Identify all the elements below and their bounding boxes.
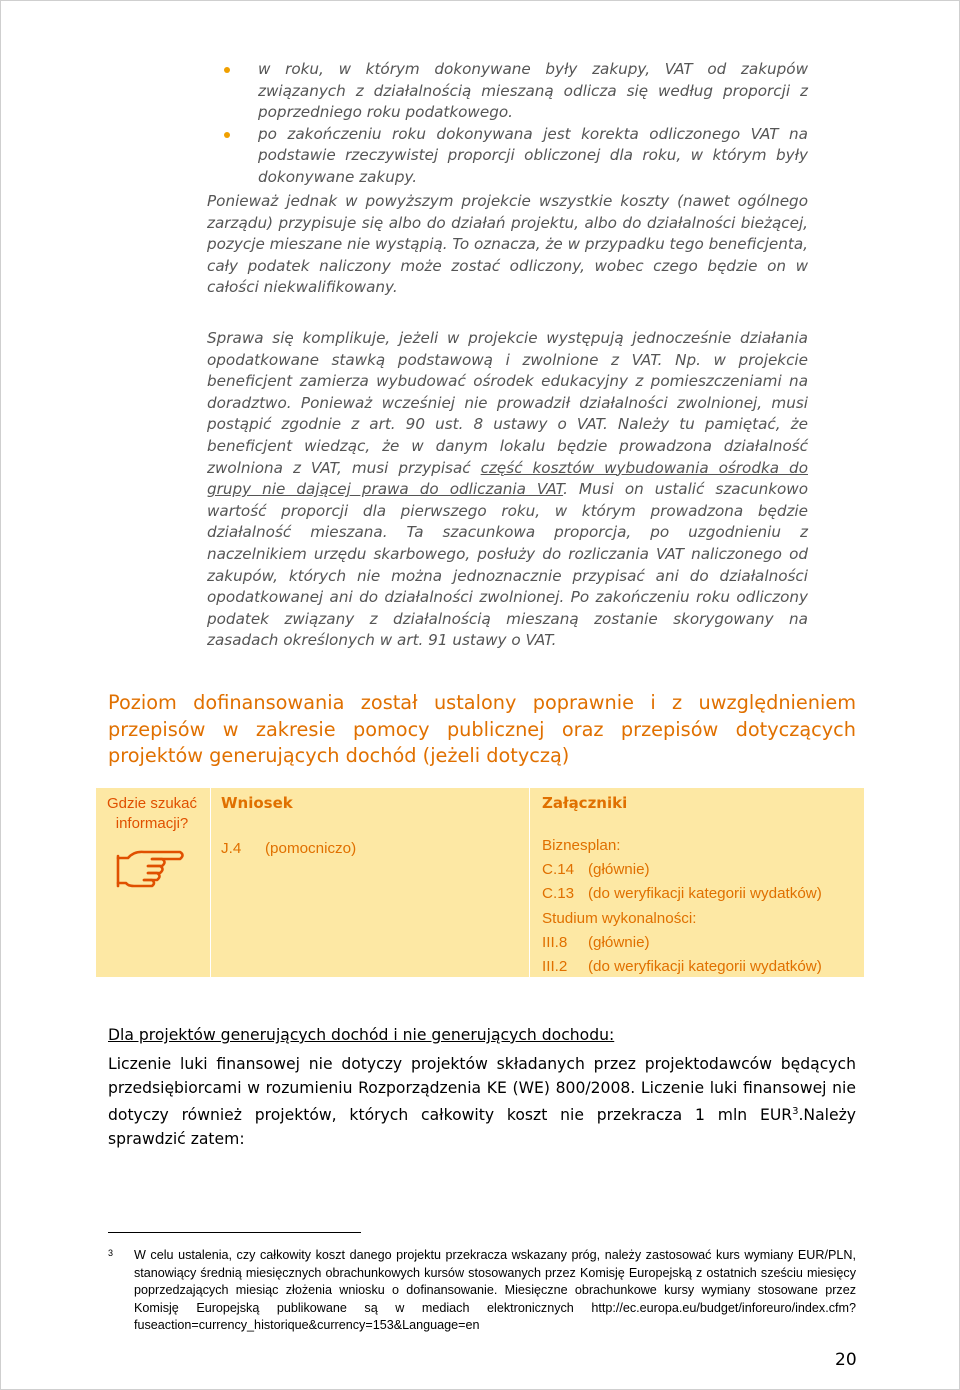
paragraph-2 [207,328,808,652]
zalaczniki-cell [529,788,865,977]
list-item [542,834,822,858]
body-text: Liczenie luki finansowej nie dotyczy projektów składanych przez projektodawców będących przedsiębiorcami w rozumieniu Rozporządzenia KE (WE) 800/2008. Liczenie luki finansowej nie dotyczy również projektów, których całkowity koszt nie przekracza 1 mln EUR [108,1055,856,1125]
footnote-divider [108,1232,361,1233]
bullet-dot-icon [224,67,230,73]
paragraph-2-start: Sprawa się komplikuje, jeżeli w projekcie występują jednocześnie działania opodatkowane stawką podstawową i zwolnione z VAT. Np. w projekcie beneficjent zamierza wybudować ośrodek edukacyjny z pomieszczeniami na doradztwo. Ponieważ wcześniej nie prowadził działalności zwolnionej, musi postąpić zgodnie z art. 90 ust. 8 ustawy o VAT. Należy tu pamiętać, że beneficjent wiedząc, że w danym lokalu będzie prowadzona działalność zwolniona z VAT, musi przypisać [207,329,808,477]
body-paragraph [108,1053,856,1152]
list-item [542,858,822,882]
zal-note: (do weryfikacji kategorii wydatków) [588,958,822,976]
zal-note: (głównie) [588,933,650,951]
bullet-item [230,124,808,189]
info-table [96,788,864,977]
subsection-title: Dla projektów generujących dochód i nie generujących dochodu: [108,1026,615,1044]
body-tail: .Należy sprawdzić zatem: [108,1106,856,1148]
wniosek-header: Wniosek [221,794,293,812]
bullet-dot-icon [224,132,230,138]
paragraph-2-end: . Musi on ustalić szacunkowo wartość proporcji dla pierwszego roku, w którym prowadzona będzie działalność mieszana. Ta szacunkowa proporcja, po uzgodnieniu z naczelnikiem urzędu skarbowego, posłuży do rozliczania VAT naliczonego od zakupów, których nie można jednoznacznie przypisać ani do działalności opodatkowanej ani do działalności zwolnionej. Po zakończeniu roku odliczony podatek związany z działalnością mieszaną zostanie skorygowany na zasadach określonych w art. 91 ustawy o VAT. [207,480,808,650]
bullet-text: po zakończeniu roku dokonywana jest korekta odliczonego VAT na podstawie rzeczywistej proporcji obliczonej dla roku, w którym były dokonywane zakupy. [258,124,808,186]
zalaczniki-list [542,834,822,979]
list-item [542,907,822,931]
wniosek-cell [210,788,528,977]
paragraph-2-underlined: część kosztów wybudowania ośrodka do grupy nie dającej prawa do odliczania VAT [207,458,808,499]
zal-code: C.13 [542,885,575,903]
zal-code: Studium wykonalności: [542,909,697,927]
pointing-hand-icon [114,846,186,890]
zal-note: (głównie) [588,861,650,879]
footnote-text: W celu ustalenia, czy całkowity koszt danego projektu przekracza wskazany próg, należy zastosować kurs wymiany EUR/PLN, stanowiący średnią miesięcznych obrachunkowych kursów stosowanych przez Komisję Europejską z ostatnich sześciu miesięcy poprzedzających miesiąc złożenia wniosku o dofinansowanie. Miesięczne obrachunkowe kursy wymiany stosowane przez Komisję Europejską publikowane są w mediach elektronicznych http://ec.europa.eu/budget/inforeuro/index.cfm?fuseaction=currency_historique&currency=153&Language=en [134,1248,856,1333]
zal-code: C.14 [542,861,575,879]
zalaczniki-header: Załączniki [542,794,628,812]
bullet-list [230,59,808,189]
list-item [542,882,822,906]
section-heading: Poziom dofinansowania został ustalony poprawnie i z uwzględnieniem przepisów w zakresie pomocy publicznej oraz przepisów dotyczących projektów generujących dochód (jeżeli dotyczą) [108,691,856,767]
list-item [542,931,822,955]
where-cell [96,788,208,977]
footnote [108,1247,856,1335]
footnote-ref[interactable]: 3 [792,1106,799,1118]
wniosek-note: (pomocniczo) [265,840,357,857]
list-item [542,955,822,979]
footnote-number: 3 [108,1248,114,1258]
wniosek-code: J.4 [221,840,242,857]
zal-code: III.2 [542,958,568,976]
wniosek-reference [221,837,356,861]
zal-code: Biznesplan: [542,837,621,854]
bullet-item [230,59,808,124]
paragraph-1: Ponieważ jednak w powyższym projekcie wszystkie koszty (nawet ogólnego zarządu) przypisuje się albo do działań projektu, albo do działalności bieżącej, pozycje mieszane nie wystąpią. To oznacza, że w przypadku tego beneficjenta, cały podatek naliczony może zostać odliczony, wobec czego będzie on w całości niekwalifikowany. [207,192,808,297]
page-number: 20 [835,1350,857,1370]
where-label: Gdzie szukać informacji? [106,795,198,832]
zal-code: III.8 [542,933,568,951]
zal-note: (do weryfikacji kategorii wydatków) [588,885,822,903]
bullet-text: w roku, w którym dokonywane były zakupy, VAT od zakupów związanych z działalnością mieszaną odlicza się według proporcji z poprzedniego roku podatkowego. [258,60,808,122]
